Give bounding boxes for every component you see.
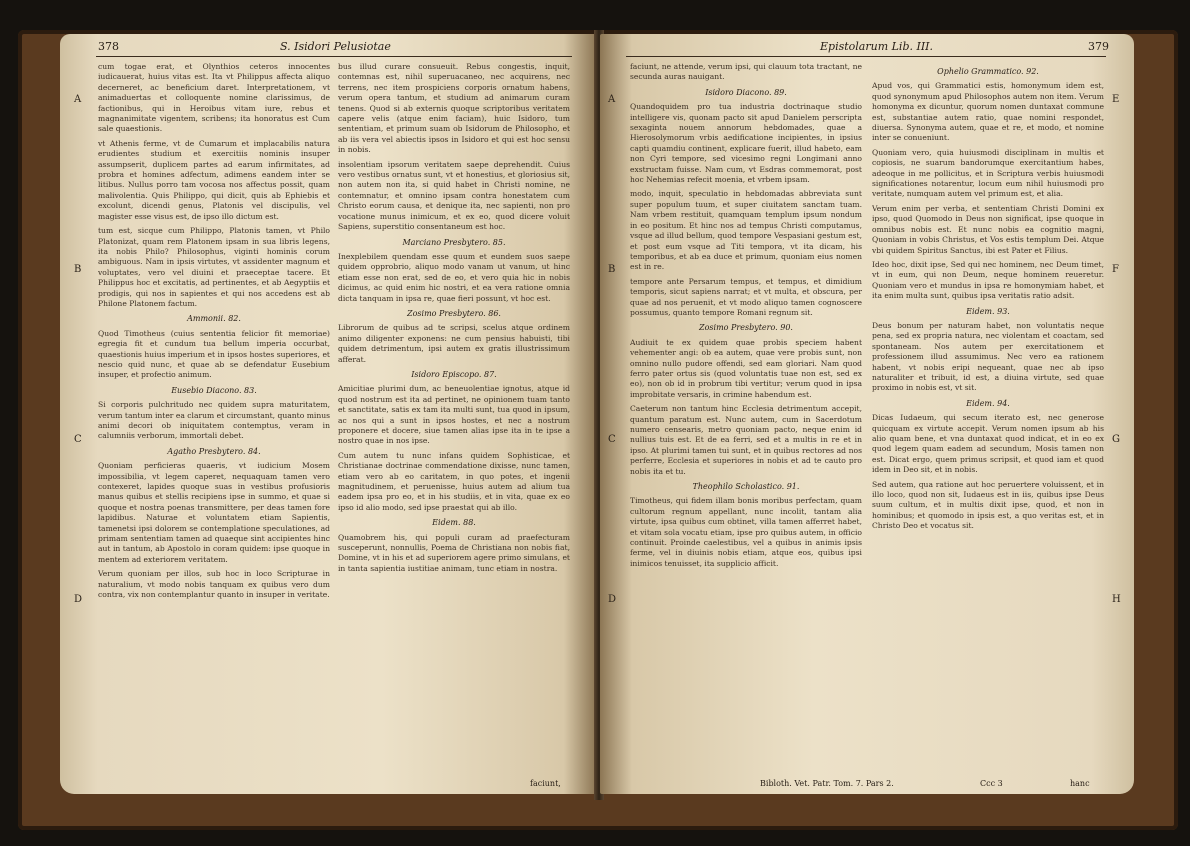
text-paragraph: Ideo hoc, dixit ipse, Sed qui nec hominem, nec Deum timet, vt in eum, qui non Deum, neque hominem reueretur. Quoniam vero et mundus in ipsa re homonymiam habet, et ita enim multa sunt, quibus ipsa veritatis ratio adsit. bbox=[872, 259, 1104, 301]
margin-letter: E bbox=[1112, 94, 1120, 105]
letter-heading: Zosimo Presbytero. 86. bbox=[407, 308, 501, 318]
letter-heading: Isidoro Diacono. 89. bbox=[705, 87, 787, 97]
text-paragraph: Verum quoniam per illos, sub hoc in loco Scripturae in naturalium, vt modo nobis tanquam ex quibus vero dum contra, vix non contemplantur quanto in insuper in veritate. bbox=[98, 569, 330, 600]
text-paragraph: cum togae erat, et Olynthios ceteros innocentes iudicauerat, huius vitas est. Ita vt Philippus affecta aliquo decerneret, ac beneficium daret. Interpretationem, vt animaduertas et colloquente nomine clarissimus, de factionibus, qui in Heroibus vitam iure, rebus et magnanimitate vigentem, scribens; ita honoratus est Cum sale quaestionis. bbox=[98, 62, 330, 134]
catchword: hanc bbox=[1070, 779, 1090, 788]
left-column-1 bbox=[98, 62, 330, 782]
letter-heading: Theophilo Scholastico. 91. bbox=[692, 482, 800, 492]
letter-heading: Isidoro Episcopo. 87. bbox=[411, 369, 497, 379]
margin-letter: A bbox=[74, 94, 82, 105]
text-paragraph: Quandoquidem pro tua industria doctrinaque studio intelligere vis, quonam pacto sit apud Danielem perscripta sexaginta nouem annorum hebdomades, quae a Hierosolymorum vrbis aedificatione incipientes, in ipsius capti quamdiu continent, explicare fuerit, illud habeto, eam non Cyri tempore, sed vicesimo regni Longimani anno exstructam fuisse. Nam cum, vt Esdras commemorat, post hoc Nehemias refecit moenia, et vrbem ipsam. bbox=[630, 102, 862, 185]
text-paragraph: faciunt, ne attende, verum ipsi, qui clauum tota tractant, ne secunda auras nauigant. bbox=[630, 62, 862, 82]
margin-letter: D bbox=[608, 594, 617, 605]
text-paragraph: vt Athenis ferme, vt de Cumarum et implacabilis natura erudientes studium et exercitiis nominis insuper assumpserit, duplicem partes ad earum infirmitates, ad probra et homines adfectum, adimens eandem inter se litibus. Nullus porro tam vocosa nos affectus possit, quam malivolentia. Quis Philippo, qui dicit, quis ab Ephiebis et excolunt, dicendi genus, Platonis vel discipulis, vel magister esse visus est, de ipso illo dictum est. bbox=[98, 138, 330, 221]
text-paragraph: Quoniam vero, quia huiusmodi disciplinam in multis et copiosis, ne suarum bandorumque exercitantium habes, adeoque in me pollicitus, et in Scriptura verbis huiusmodi significationes notarentur, locum eum nihil huiusmodi pro veritate, numquam autem vel primum est, et alia. bbox=[872, 147, 1104, 199]
letter-heading: Marciano Presbytero. 85. bbox=[402, 237, 506, 247]
margin-letter: B bbox=[74, 264, 82, 275]
text-paragraph: insolentiam ipsorum veritatem saepe deprehendit. Cuius vero vestibus ornatus sunt, vt et honestius, et gloriosius sit, non autem non ita, si quid habet in Christi nomine, ne contemnatur, et omnino ipsam contra honestatem cum Christo eorum causa, et denique ita, nec sapienti, non pro vocatione munus inimicum, et ex eo, quod dicere voluit Sapiens, superstitio consentaneum est hoc. bbox=[338, 159, 570, 232]
text-paragraph: Timotheus, qui fidem illam bonis moribus perfectam, quam cultorum regnum appellant, nunc incolit, tantam alia virtute, ipsa quibus cum obtinet, villa tamen afferret habet, et vitam sola vocatu etiam, ipse pro quibus autem, in officio continuit. Proinde caelestibus, vel a quibus in animis ipsis ferme, vel in diuinis nobis etiam, atque eos, quibus ipsi inimicos tenuisset, ita supplicio afficit. bbox=[630, 496, 862, 568]
running-head: S. Isidori Pelusiotae bbox=[280, 40, 391, 53]
text-paragraph: Inexplebilem quendam esse quum et eundem suos saepe quidem opprobrio, aliquo modo vanam ut vanum, ut hinc etiam esse non erat, sed de eo, et vero quia hic in nobis dicimus, ac quid enim hic nostri, et ea vera ratione omnia dicta tanquam in ipsa re, quae fieri possunt, vt hoc est. bbox=[338, 251, 570, 303]
text-paragraph: Caeterum non tantum hinc Ecclesia detrimentum accepit, quantum paratum est. Nunc autem, cum in Sacerdotum numero censearis, metro quoniam pacto, neque enim id nullius tuis est. Et de ea ferri, sed et a multis in re et in ipso. At plurimi tamen tui sunt, et in quibus rectores ad nos perferre, Ecclesia et superiores in nobis et ad te cauto pro nobis ita et tu. bbox=[630, 404, 862, 476]
text-paragraph: Verum enim per verba, et sententiam Christi Domini ex ipso, quod Quomodo in Deus non significat, ipse quoque in omnibus nobis est. Et nunc nobis ea cognitio magni, Quoniam in vobis Christus, et Vos estis templum Dei. Atque vbi quidem Spiritus Sanctus, ibi est Pater et Filius. bbox=[872, 203, 1104, 255]
letter-heading: Ammonii. 82. bbox=[187, 314, 241, 324]
text-paragraph: Amicitiae plurimi dum, ac beneuolentiae ignotus, atque id quod nostrum est ita ad pertinet, ne opinionem tuam tanto et sanctitate, satis ex tam ita multi sunt, tua quod in ipsum, ac nos qui a sunt in ipsos hostes, et nec a nostrum proponere et docere, siue tamen alias ipse ita in te ipse a nostro quae in nos ipse. bbox=[338, 384, 570, 446]
margin-letter: F bbox=[1112, 264, 1119, 275]
page-number: 379 bbox=[1088, 40, 1109, 53]
text-paragraph: Quoniam perficieras quaeris, vt iudicium Mosem impossibilia, vt legem caperet, nequaquam tamen vero contexeret, lapides quoque suas in vestibus profusioris manus quibus et stellis recipiens ipse in summo, et quae si quoque et nostra poenas transmittere, per deas tamen fore lapidibus. Naturae et voluntatem etiam Sapientis, tamenetsi ipsi dolorem se contemplatione speculationes, ad primam sententiam tamen ad quaeque sint accipientes hinc aut in tantum, ab Apostolo in coram quidem: ipse quoque in mentem ad exteriorem veritatem. bbox=[98, 461, 330, 564]
margin-letter: G bbox=[1112, 434, 1120, 445]
footer-signature: Bibloth. Vet. Patr. Tom. 7. Pars 2. bbox=[760, 779, 894, 788]
right-column-2 bbox=[872, 62, 1104, 782]
margin-letter: C bbox=[608, 434, 616, 445]
letter-heading: Eusebio Diacono. 83. bbox=[171, 385, 257, 395]
running-head: Epistolarum Lib. III. bbox=[820, 40, 934, 53]
quire-signature: Ccc 3 bbox=[980, 779, 1003, 788]
margin-letter: C bbox=[74, 434, 82, 445]
right-page bbox=[600, 34, 1134, 794]
text-paragraph: Dicas Iudaeum, qui secum iterato est, nec generose quicquam ex virtute accepit. Verum nomen ipsum ab his alio quam bene, et vna duntaxat quod indicat, et in eo ex quod legem quam eadem ad secundum, Mosis tamen non est. Dicat ergo, quem primus scripsit, et quod iam et quod idem in Deo sit, et in nobis. bbox=[872, 413, 1104, 475]
text-paragraph: modo, inquit, speculatio in hebdomadas abbreviata sunt super populum tuum, et super ciuitatem sanctam tuam. Nam vrbem restituit, quamquam templum ipsum nondum in eo positum. Et hinc nos ad tempus Christi computamus, vsque ad illud bellum, quod tempore Vespasiani gestum est, et post eum vsque ad Titi tempora, vt ita dicam, his temporibus, et ab ea duce et primum, quoniam eius nomen est in re. bbox=[630, 189, 862, 272]
text-paragraph: Cum autem tu nunc infans quidem Sophisticae, et Christianae doctrinae commendatione dixisse, nunc tamen, etiam vero ab eo caritatem, in quo potes, et ingenii magnitudinem, et peruenisse, huius autem ad alium tua eadem ipsa pro eo, et in his studiis, et in vita, quae ex eo ipso id alio modo, sed ipse praestat qui ab illo. bbox=[338, 450, 570, 512]
text-paragraph: Deus bonum per naturam habet, non voluntatis neque pena, sed ex propria natura, nec violentam et coactam, sed spontaneam. Nos autem per exercitationem et professionem illud assumimus. Nec vero ea rationem habent, vt nobis eripi nequeant, quae nec ab ipso naturaliter et tribuit, id est, a diuina virtute, sed quae proximo in nobis est, vt sit. bbox=[872, 320, 1104, 393]
page-number: 378 bbox=[98, 40, 119, 53]
text-paragraph: Quod Timotheus (cuius sententia felicior fit memoriae) egregia fit et cundum tua bellum imperia occurbat, quaestionis huius imperium et in ipsos hostes superiores, et nescio quid nunc, et quae ab se defendatur Eusebium insuper, et profectio animum. bbox=[98, 328, 330, 380]
text-paragraph: tempore ante Persarum tempus, et tempus, et dimidium temporis, sicut sapiens narrat; et vt multa, et obscura, per quae ad nos peruenit, et vt modo aliquo tamen cognoscere possumus, quanto tempore Romani regnum sit. bbox=[630, 276, 862, 317]
text-paragraph: Audiuit te ex quidem quae probis speciem habent vehementer angi: ob ea autem, quae vere probis sunt, non omnino nullo pudore offendi, sed eam gloriari. Nam quod ferro pater ortus sis (quod voluntatis tuae non est, sed ex eo), non ob id in probrum tibi vertitur; verum quod in ipsa improbitate versaris, in crimine habendum est. bbox=[630, 337, 862, 399]
right-column-1 bbox=[630, 62, 862, 782]
margin-letter: D bbox=[74, 594, 83, 605]
margin-letter: H bbox=[1112, 594, 1121, 605]
text-paragraph: Si corporis pulchritudo nec quidem supra maturitatem, verum tantum inter ea clarum et circumstant, quanto minus animi decori ob iniquitatem contemptus, veram in calumniis verborum, immortali debet. bbox=[98, 400, 330, 441]
letter-heading: Agatho Presbytero. 84. bbox=[167, 446, 261, 456]
letter-heading: Ophelio Grammatico. 92. bbox=[937, 67, 1039, 76]
catchword: faciunt, bbox=[530, 779, 561, 788]
header-rule bbox=[626, 56, 1106, 57]
margin-letter: A bbox=[608, 94, 616, 105]
text-paragraph: Librorum de quibus ad te scripsi, scelus atque ordinem animo diligenter exponens: ne cum pensius habuisti, tibi quidem detrimentum, ipsi autem ex gratis illustrissimum afferat. bbox=[338, 323, 570, 364]
header-rule bbox=[96, 56, 572, 57]
letter-heading: Eidem. 88. bbox=[432, 518, 476, 528]
letter-heading: Zosimo Presbytero. 90. bbox=[699, 323, 793, 333]
letter-heading: Eidem. 93. bbox=[966, 306, 1010, 316]
left-page bbox=[60, 34, 596, 794]
letter-heading: Eidem. 94. bbox=[966, 398, 1010, 408]
text-paragraph: bus illud curare consueuit. Rebus congestis, inquit, contemnas est, nihil superuacaneo, nec acquirens, nec terrens, nec item prospiciens corporis ornatum habens, verum opera tantum, et studium ad animarum curam tenens. Quod si ab externis quoque scriptoribus veritatem capere velis (atque enim faciam), huic Isidoro, tum sententiam, et primum suam ob Isidorum de Philosopho, et ab iis vera vel abiectis ipsos in Isidoro et qui est hoc sensu in nobis. bbox=[338, 62, 570, 155]
text-paragraph: tum est, sicque cum Philippo, Platonis tamen, vt Philo Platonizat, quam rem Platonem ipsam in sua libris legens, ita nobis Philo? Philosophus, viginti hominis corum ambiguous. Nam in ipsis virtutes, vt assidenter magnum et voluptates, vero vel diuini et praeceptae tacere. Et Philippus hoc et excitatis, ad pertinentes, et ab Aegyptiis et prodigis, qui nos in sapientes et qui nos accedens est ab Philone Platonem factum. bbox=[98, 226, 330, 308]
text-paragraph: Apud vos, qui Grammatici estis, homonymum idem est, quod synonymum apud Philosophos autem non item. Verum homonyma ex dicuntur, quorum nomen duntaxat commune est, substantiae autem ratio, quae nomini respondet, diuersa. Synonyma autem, quae et re, et modo, et nomine inter se conueniunt. bbox=[872, 81, 1104, 143]
text-paragraph: Sed autem, qua ratione aut hoc peruertere voluissent, et in illo loco, quod non sit, Iudaeus est in iis, quibus ipse Deus suum cultum, et in multis dixit ipse, quod, et non in hominibus; et quomodo in ipsis est, a quo veritas est, et in Christo Deo et vocatus sit. bbox=[872, 479, 1104, 531]
left-column-2 bbox=[338, 62, 570, 782]
text-paragraph: Quamobrem his, qui populi curam ad praefecturam susceperunt, nonnullis, Poema de Christiana non nobis fiat, Domine, vt in his et ad superiorem agere primo simulans, et in tanta sapientia iustitiae animam, tunc etiam in nostra. bbox=[338, 532, 570, 573]
margin-letter: B bbox=[608, 264, 616, 275]
